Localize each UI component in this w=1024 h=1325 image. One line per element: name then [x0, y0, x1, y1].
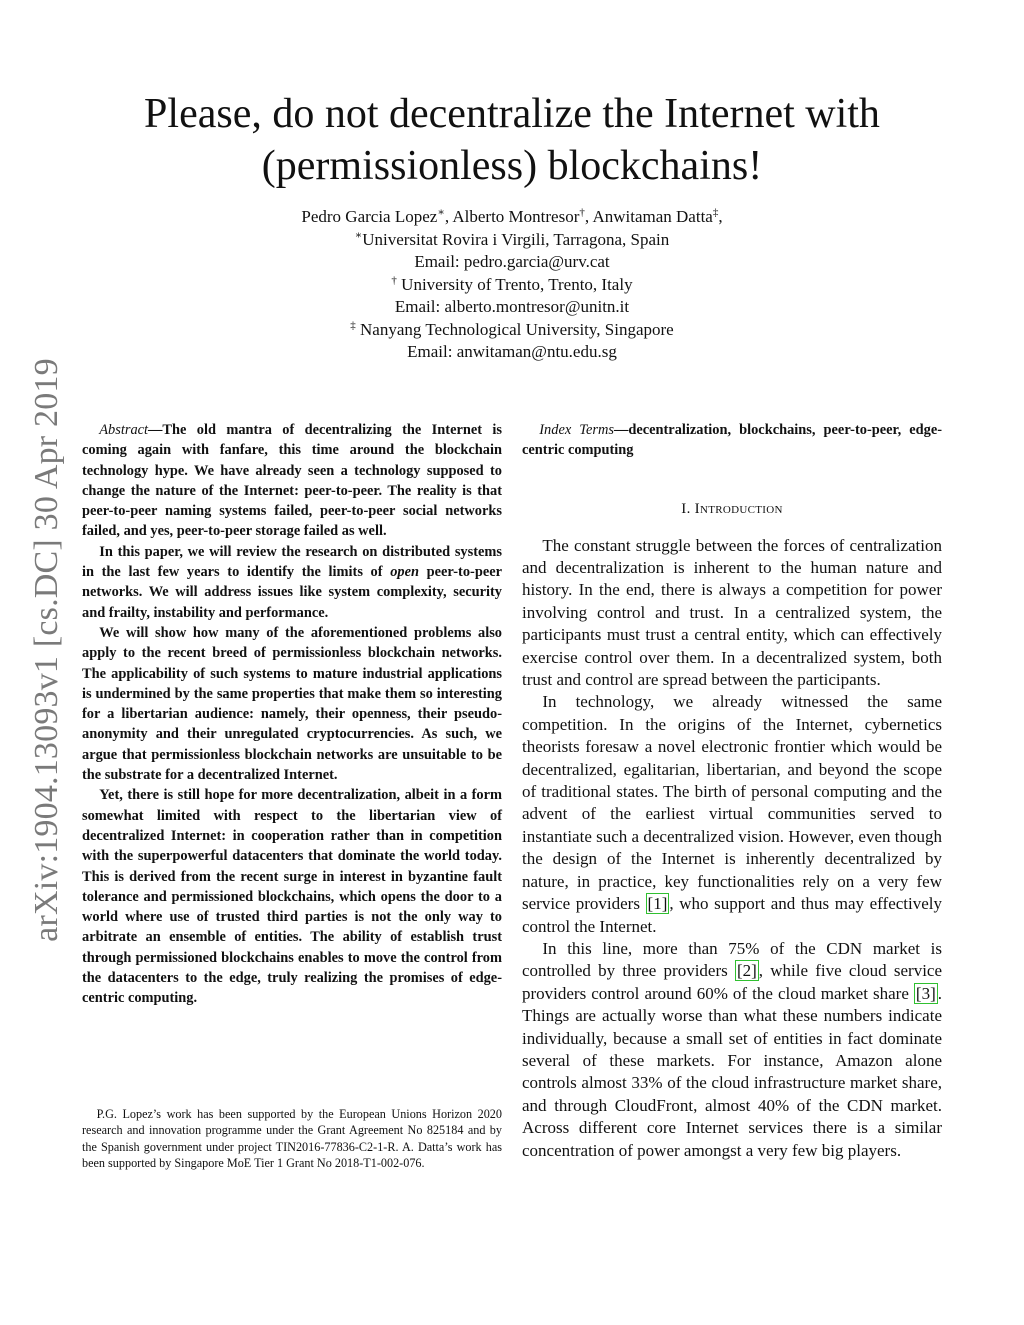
abstract-p2-emphasis: open — [390, 564, 419, 581]
introduction-heading-text: I. Introduction — [681, 500, 783, 517]
intro-paragraph-3 — [522, 938, 942, 1162]
citation-1-link[interactable]: [1] — [647, 894, 668, 914]
intro-paragraph-2 — [522, 691, 942, 937]
affiliation-2-mark: † — [391, 273, 397, 286]
index-terms-text: —decentralization, blockchains, peer-to-peer, edge-centric computing — [522, 422, 942, 459]
right-column — [522, 420, 942, 1162]
intro-p3-a: In this line, more than 75% of the CDN market is controlled by three providers — [522, 938, 942, 981]
email-2: Email: alberto.montresor@unitn.it — [394, 297, 630, 316]
abstract-p1-text: —The old mantra of decentralizing the Internet is coming again with fanfare, this time around the blockchain technology hype. We have already seen a technology supposed to change the nature of the Internet: peer-to-peer. The reality is that peer-to-peer naming systems failed, peer-to-peer social networks failed, and yes, peer-to-peer storage failed as well. — [82, 422, 502, 540]
abstract-paragraph-1 — [82, 420, 502, 542]
author-1-mark: ∗ — [437, 206, 445, 219]
intro-p3-c: . Things are actually worse than what these numbers indicate individually, because a small set of entities in fact dominate several of these markets. For instance, Amazon alone controls almost 33% of the cloud infrastructure market share, and through CloudFront, almost 40% of the CDN market. Across different core Internet services there is a similar concentration of power amongst a very few big players. — [522, 983, 942, 1160]
intro-paragraph-1: The constant struggle between the forces of centralization and decentralization is inherent to the human nature and history. In the end, there is always a competition for power involving control and trust. In a centralized system, the participants must trust a central entity, which can effectively exercise control over them. In a decentralized system, both trust and control are spread between the participants. — [522, 535, 942, 690]
author-1: Pedro Garcia Lopez — [301, 207, 438, 226]
author-list: Pedro Garcia Lopez∗, Alberto Montresor†, Anwitaman Datta‡, — [301, 206, 723, 226]
author-block — [100, 206, 924, 364]
introduction-body — [522, 535, 942, 1162]
intro-p3-b: , while five cloud service providers control around 60% of the cloud market share — [522, 961, 943, 1003]
author-2-mark: † — [579, 206, 585, 219]
affiliation-1 — [100, 229, 924, 252]
paper-title — [100, 88, 924, 192]
abstract-section — [82, 420, 502, 1009]
abstract-paragraph-4: Yet, there is still hope for more decentralization, albeit in a form somewhat limited with respect to the libertarian view of decentralized Internet: in cooperation rather than in competition with the superpowerful datacenters that dominate the world today. This is derived from the recent surge in interest in byzantine fault tolerance and permissioned blockchains, which opens the door to a world where use of trusted third parties is not the only way to arbitrate an ensemble of entities. The ability of establish trust through permissioned blockchains enables to move the control from the datacenters to the edge, truly realizing the promises of edge-centric computing. — [82, 787, 502, 1007]
arxiv-identifier: arXiv:1904.13093v1 [cs.DC] 30 Apr 2019 — [28, 358, 65, 942]
affiliation-2 — [100, 274, 924, 297]
author-2: Alberto Montresor — [452, 207, 580, 226]
index-terms — [522, 420, 942, 461]
affiliation-3-mark: ‡ — [350, 318, 356, 331]
affiliation-3-text: Nanyang Technological University, Singapore — [355, 319, 674, 339]
citation-2-link[interactable]: [2] — [736, 961, 757, 981]
author-3-mark: ‡ — [712, 206, 719, 219]
abstract-p2-before: In this paper, we will review the research on distributed systems in the last few years to identify the limits of — [82, 543, 502, 581]
intro-p2-after: , who support and thus may effectively control the Internet. — [522, 894, 943, 936]
email-3: Email: anwitaman@ntu.edu.sg — [407, 342, 617, 361]
affiliation-1-mark: ∗ — [354, 228, 363, 241]
citation-3-link[interactable]: [3] — [915, 983, 936, 1003]
title-line-1: Please, do not decentralize the Internet with — [144, 91, 880, 137]
section-heading-introduction — [522, 499, 942, 519]
abstract-p2-after: peer-to-peer networks. We will address issues like system complexity, security and frailty, instability and performance. — [82, 564, 502, 621]
affiliation-1-text: Universitat Rovira i Virgili, Tarragona, Spain — [362, 229, 670, 249]
arxiv-sidebar — [22, 350, 72, 950]
intro-p2-before: In technology, we already witnessed the same competition. In the origins of the Internet, cybernetics theorists foresaw a novel electronic frontier which would be decentralized, egalitarian, libertarian, and beyond the scope of traditional states. The birth of personal computing and the advent of the earliest virtual communities served to instantiate such a decentralized vision. However, even though the design of the Internet is inherently decentralized by nature, in practice, key functionalities rely on a very few service providers — [522, 692, 942, 914]
index-terms-label: Index Terms — [539, 422, 614, 438]
email-1: Email: pedro.garcia@urv.cat — [414, 252, 610, 271]
author-3: Anwitaman Datta — [592, 207, 713, 226]
abstract-label: Abstract — [99, 422, 149, 438]
abstract-paragraph-3: We will show how many of the aforementioned problems also apply to the recent breed of permissionless blockchain networks. The applicability of such systems to mature industrial applications is undermined by the same properties that make them so interesting for a libertarian audience: namely, their openness, their pseudo-anonymity and their unregulated cryptocurrencies. As such, we argue that permissionless blockchain networks are unsuitable to be the substrate for a decentralized Internet. — [82, 624, 502, 784]
title-line-2: (permissionless) blockchains! — [261, 143, 763, 189]
affiliation-2-text: University of Trento, Trento, Italy — [396, 274, 633, 294]
abstract-paragraph-2 — [82, 542, 502, 623]
affiliation-3 — [100, 319, 924, 342]
funding-footnote: P.G. Lopez’s work has been supported by the European Unions Horizon 2020 research and innovation programme under the Grant Agreement No 825184 and by the Spanish government under project TIN2016-77836-C2-1-R. A. Datta’s work has been supported by Singapore MoE Tier 1 Grant No 2018-T1-002-076. — [82, 1107, 502, 1170]
